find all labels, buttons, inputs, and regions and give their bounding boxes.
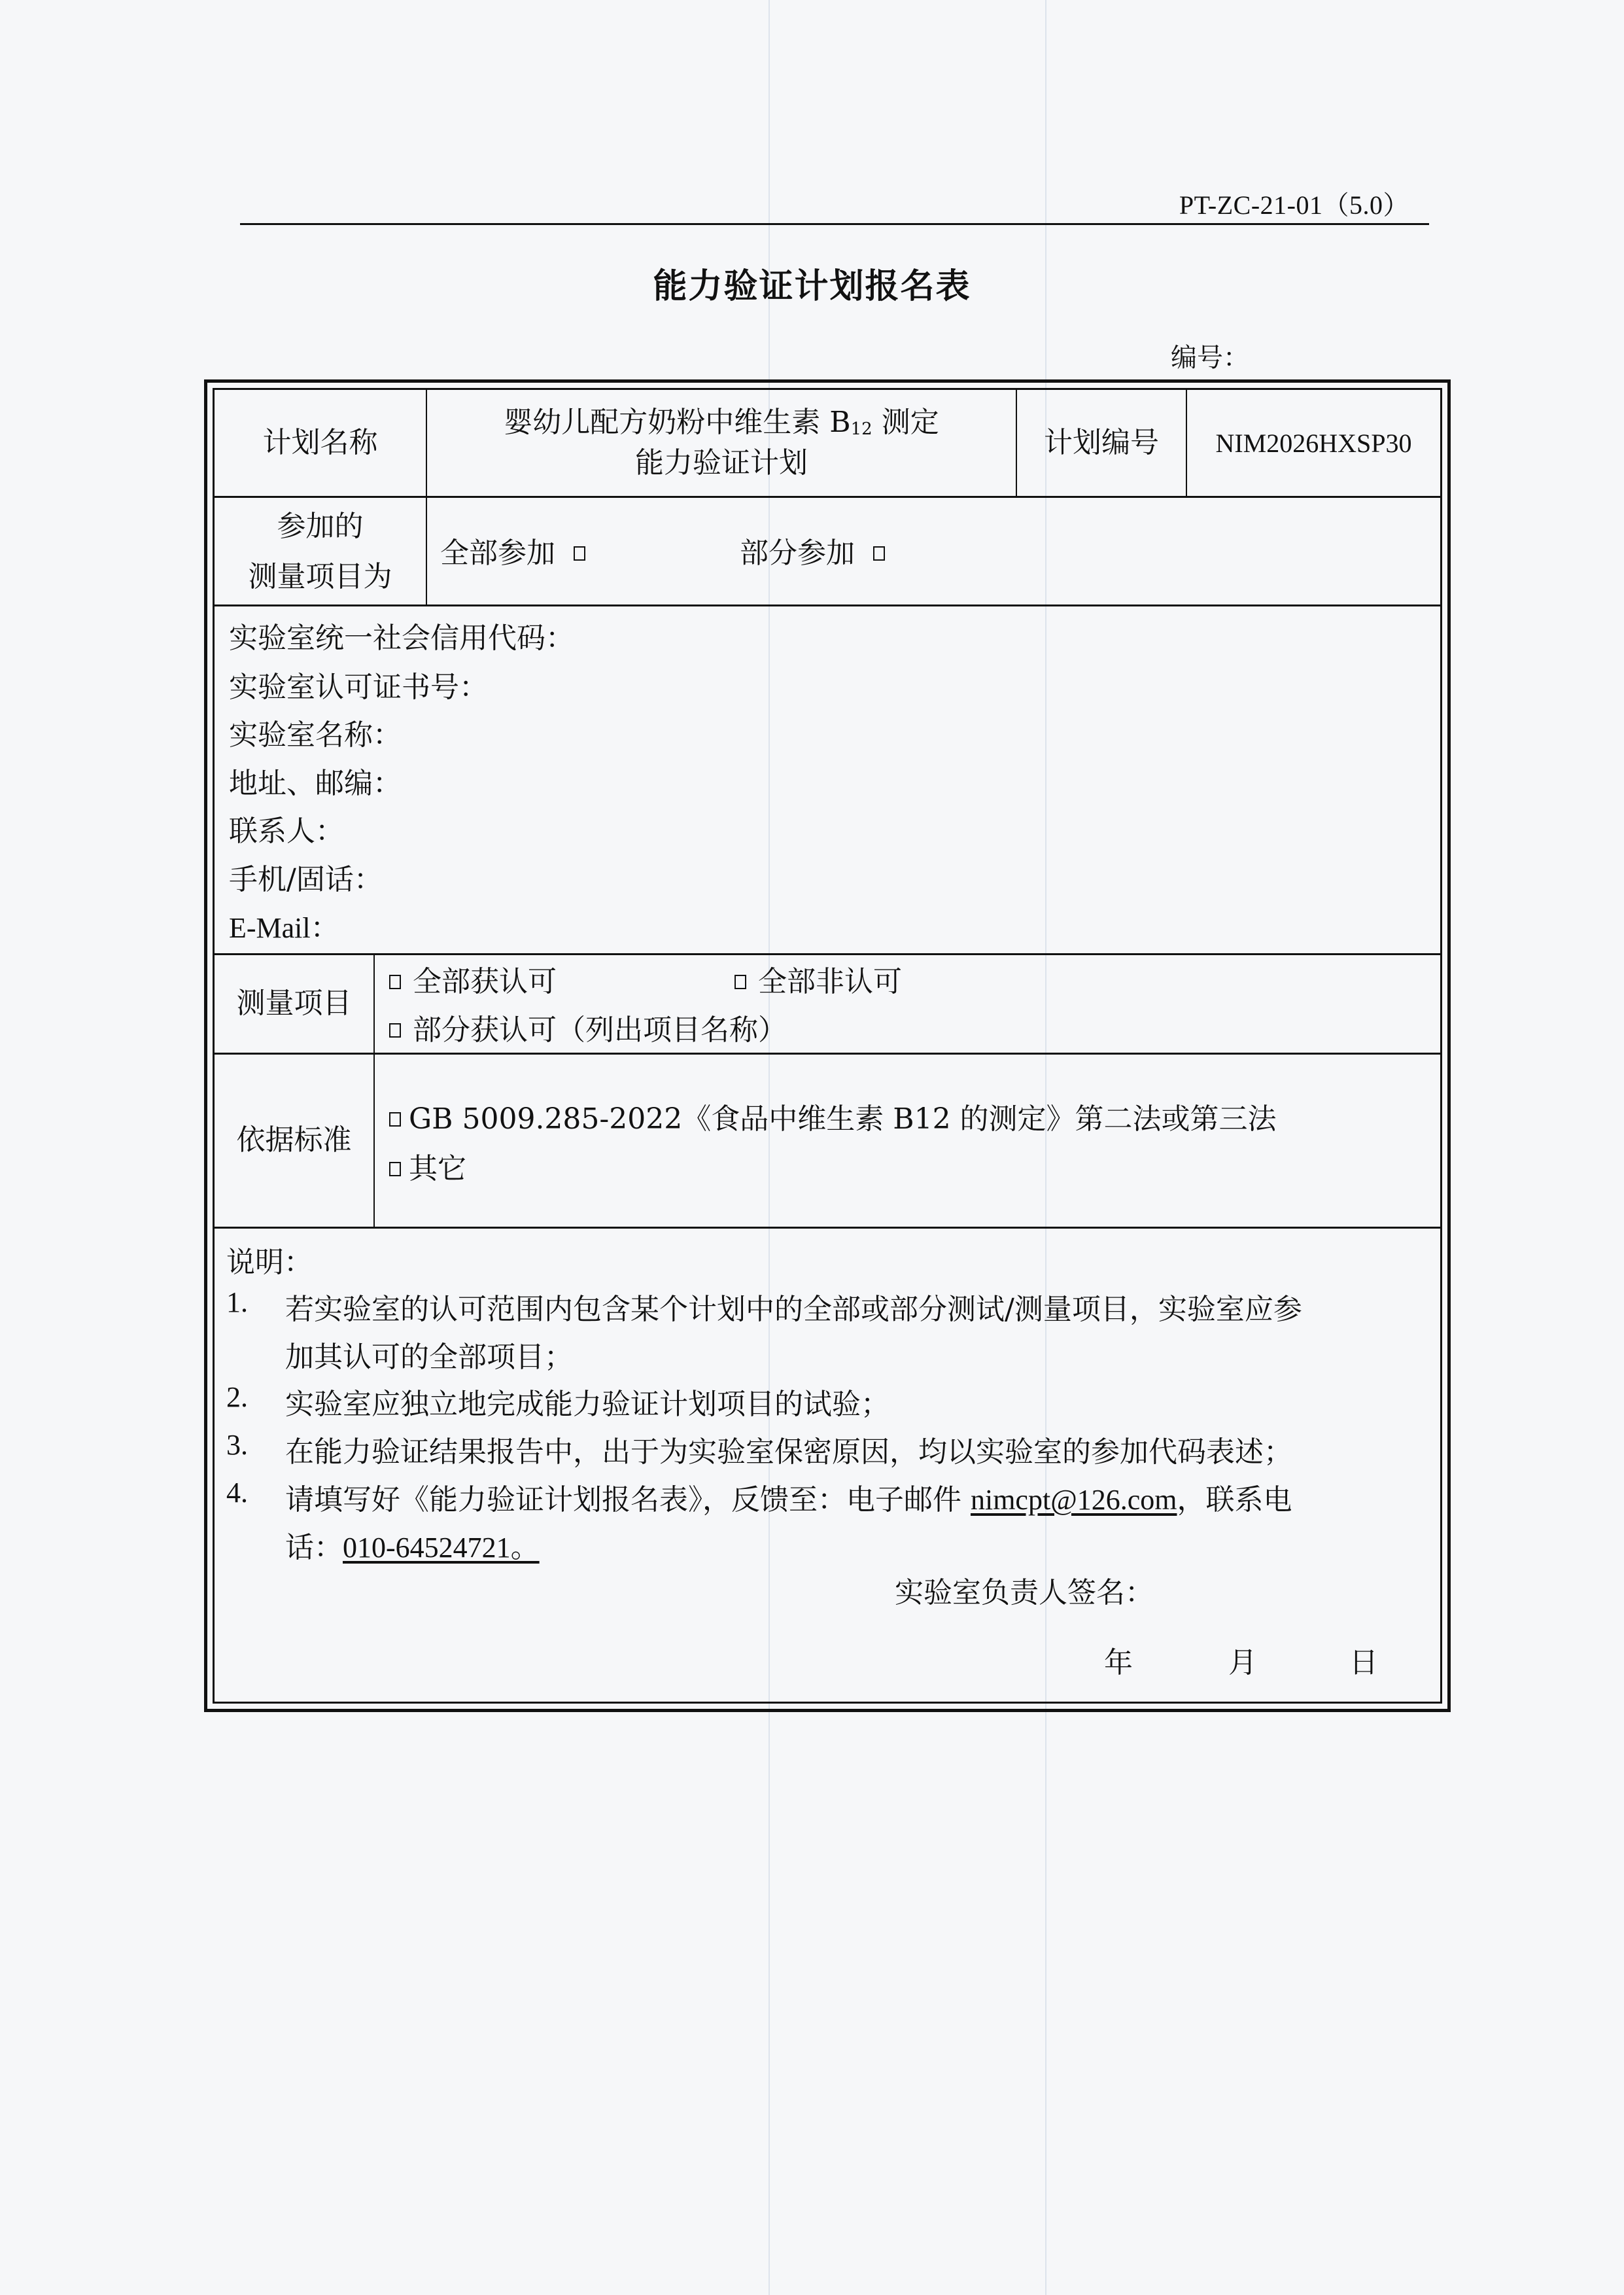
note-3: 在能力验证结果报告中，出于为实验室保密原因，均以实验室的参加代码表述；	[285, 1435, 1292, 1469]
standard-option-gb[interactable]: GB 5009.285-2022《食品中维生素 B12 的测定》第二法或第三法	[389, 1095, 1277, 1137]
note-number: 3.	[226, 1429, 248, 1461]
standard-option-other[interactable]: 其它	[389, 1145, 466, 1187]
measurement-options	[373, 955, 1440, 1053]
participation-options	[426, 498, 1440, 604]
page-title: 能力验证计划报名表	[653, 267, 971, 306]
plan-code-value: NIM2026HXSP30	[1186, 390, 1440, 496]
field-contact-person[interactable]: 联系人：	[229, 815, 344, 848]
standard-label: 依据标准	[236, 1123, 352, 1157]
checkbox-all-non-accredited[interactable]	[734, 975, 746, 989]
note-1-line1: 若实验室的认可范围内包含某个计划中的全部或部分测试/测量项目，实验室应参	[285, 1293, 1302, 1326]
lab-info-row	[215, 606, 1440, 955]
note-number: 4.	[226, 1477, 248, 1509]
signature-label[interactable]: 实验室负责人签名：	[895, 1576, 1154, 1609]
registration-form-table	[204, 379, 1451, 1712]
measurement-option-all-accredited[interactable]: 全部获认可	[389, 958, 557, 1000]
plan-name-line2: 能力验证计划	[635, 446, 808, 480]
participation-option-all[interactable]: 全部参加	[440, 529, 585, 571]
date-day[interactable]: 日	[1349, 1646, 1378, 1679]
date-year[interactable]: 年	[1104, 1646, 1133, 1679]
measurement-label: 测量项目	[236, 987, 352, 1021]
date-month[interactable]: 月	[1228, 1646, 1257, 1679]
note-number: 1.	[226, 1286, 248, 1318]
field-email[interactable]: E-Mail：	[229, 912, 339, 944]
note-4-line2: 话：010-64524721。	[285, 1531, 540, 1564]
field-address-postcode[interactable]: 地址、邮编：	[229, 767, 402, 800]
checkbox-all-participation[interactable]	[574, 546, 585, 561]
header-rule	[240, 223, 1429, 225]
plan-code-label: 计划编号	[1016, 390, 1186, 496]
note-2: 实验室应独立地完成能力验证计划项目的试验；	[285, 1388, 890, 1421]
field-phone[interactable]: 手机/固话：	[229, 863, 383, 896]
note-1-line2: 加其认可的全部项目；	[285, 1340, 573, 1374]
standard-row	[215, 1055, 1440, 1229]
checkbox-gb-standard[interactable]	[389, 1112, 401, 1127]
serial-number-label: 编号：	[1171, 343, 1249, 373]
checkbox-partial-participation[interactable]	[873, 546, 885, 561]
checkbox-all-accredited[interactable]	[389, 975, 401, 989]
plan-row	[215, 390, 1440, 498]
plan-name-line1: 婴幼儿配方奶粉中维生素 $B_{12}$ 测定	[504, 406, 939, 440]
checkbox-partial-accredited[interactable]	[389, 1023, 401, 1038]
checkbox-other-standard[interactable]	[389, 1162, 401, 1176]
participation-row	[215, 498, 1440, 606]
participation-option-partial[interactable]: 部分参加	[740, 529, 885, 571]
participation-label: 参加的 测量项目为	[248, 509, 392, 593]
field-lab-name[interactable]: 实验室名称：	[229, 718, 402, 752]
notes-row	[215, 1229, 1440, 1702]
measurement-option-partial-accredited[interactable]: 部分获认可（列出项目名称）	[389, 1006, 787, 1048]
document-code: PT-ZC-21-01（5.0）	[1179, 190, 1409, 220]
notes-heading: 说明：	[226, 1246, 313, 1279]
plan-name-value	[426, 390, 1016, 496]
measurement-row	[215, 955, 1440, 1055]
table-inner-border	[213, 388, 1442, 1704]
field-credit-code[interactable]: 实验室统一社会信用代码：	[229, 622, 574, 655]
field-accreditation-number[interactable]: 实验室认可证书号：	[229, 671, 488, 704]
standard-options	[373, 1055, 1440, 1227]
plan-name-label: 计划名称	[262, 425, 378, 459]
contact-email-link[interactable]: nimcpt@126.com	[970, 1484, 1177, 1516]
note-number: 2.	[226, 1381, 248, 1413]
measurement-option-all-non-accredited[interactable]: 全部非认可	[734, 958, 902, 1000]
note-4-line1: 请填写好《能力验证计划报名表》，反馈至：电子邮件 nimcpt@126.com，联系电	[285, 1483, 1292, 1516]
contact-phone: 010-64524721。	[343, 1532, 540, 1564]
